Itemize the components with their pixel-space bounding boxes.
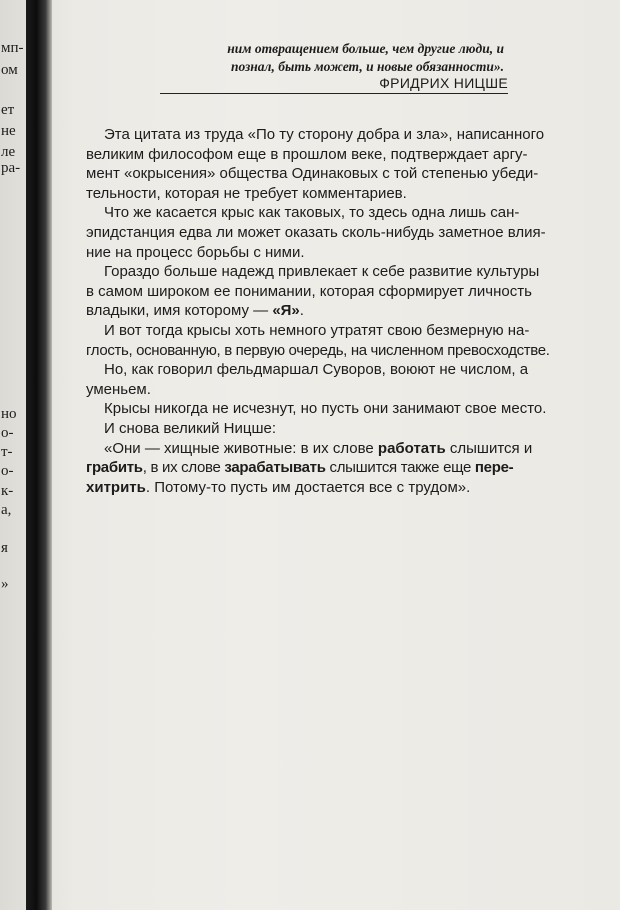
fragment: мп-: [1, 40, 24, 56]
fragment: »: [1, 576, 9, 592]
text-line: глость, основанную, в первую очередь, на численном превосходстве.: [86, 341, 550, 359]
text-run: слышится и: [445, 439, 533, 457]
previous-page-edge: [0, 0, 28, 910]
fragment: а,: [1, 502, 12, 518]
quote-line: [86, 458, 586, 478]
text-line: Что же касается крыс как таковых, то здесь одна лишь сан-: [104, 204, 520, 222]
text-line: ние на процесс борьбы с ними.: [86, 243, 305, 261]
fragment: ет: [1, 102, 15, 118]
text-line: И вот тогда крысы хоть немного утратят свою безмерную на-: [104, 321, 530, 339]
fragment: т-: [1, 444, 13, 460]
bold-term: зарабатывать: [224, 459, 326, 477]
fragment: о-: [1, 463, 14, 479]
text-run: владыки, имя которому —: [86, 302, 273, 320]
text-run: «Они — хищные животные: в их слове: [104, 439, 378, 457]
fragment: ле: [1, 144, 16, 160]
bold-term: «Я»: [272, 302, 300, 320]
fragment: ра-: [1, 160, 21, 176]
epigraph-line: ним отвращением больше, чем другие люди, и: [227, 41, 504, 56]
text-line: Но, как говорил фельдмаршал Суворов, воюют не числом, а: [104, 361, 529, 379]
text-line: И снова великий Ницше:: [104, 419, 276, 437]
fragment: но: [1, 406, 17, 422]
text-run: слышится также еще: [325, 459, 475, 477]
text-line: уменьем.: [86, 380, 151, 398]
bold-term: грабить: [86, 459, 143, 477]
bold-term: пере-: [474, 459, 514, 477]
epigraph-author: ФРИДРИХ НИЦШЕ: [379, 75, 508, 91]
quote-line: [86, 439, 586, 459]
quote-line: [86, 478, 586, 498]
fragment: я: [1, 540, 8, 556]
epigraph: [162, 40, 504, 76]
book-spine: [26, 0, 52, 910]
text-run: .: [299, 302, 304, 320]
text-run: , в их слове: [142, 459, 225, 477]
bold-term: хитрить: [86, 478, 146, 496]
text-run: . Потому-то пусть им достается все с трудом».: [145, 478, 471, 496]
bold-term: работать: [377, 439, 446, 457]
text-line: тельности, которая не требует комментариев.: [86, 184, 407, 202]
text-line: великим философом еще в прошлом веке, подтверждает аргу-: [86, 145, 528, 163]
header-rule: [160, 93, 508, 94]
text-line: Эта цитата из труда «По ту сторону добра и зла», написанного: [104, 126, 545, 143]
text-line: Крысы никогда не исчезнут, но пусть они занимают свое место.: [104, 400, 547, 418]
fragment: о-: [1, 425, 14, 441]
body-text: [86, 125, 586, 497]
text-line: мент «окрысения» общества Одинаковых с той степенью убеди-: [86, 165, 539, 183]
text-line: эпидстанция едва ли может оказать сколь-нибудь заметное влия-: [86, 223, 546, 241]
fragment: ом: [1, 62, 18, 78]
fragment: к-: [1, 483, 14, 499]
text-line: в самом широком ее понимании, которая сформирует личность: [86, 282, 532, 300]
text-line: Гораздо больше надежд привлекает к себе развитие культуры: [104, 263, 540, 281]
epigraph-line: познал, быть может, и новые обязанности».: [230, 59, 504, 74]
fragment: не: [1, 123, 16, 139]
text-line: [86, 301, 586, 321]
